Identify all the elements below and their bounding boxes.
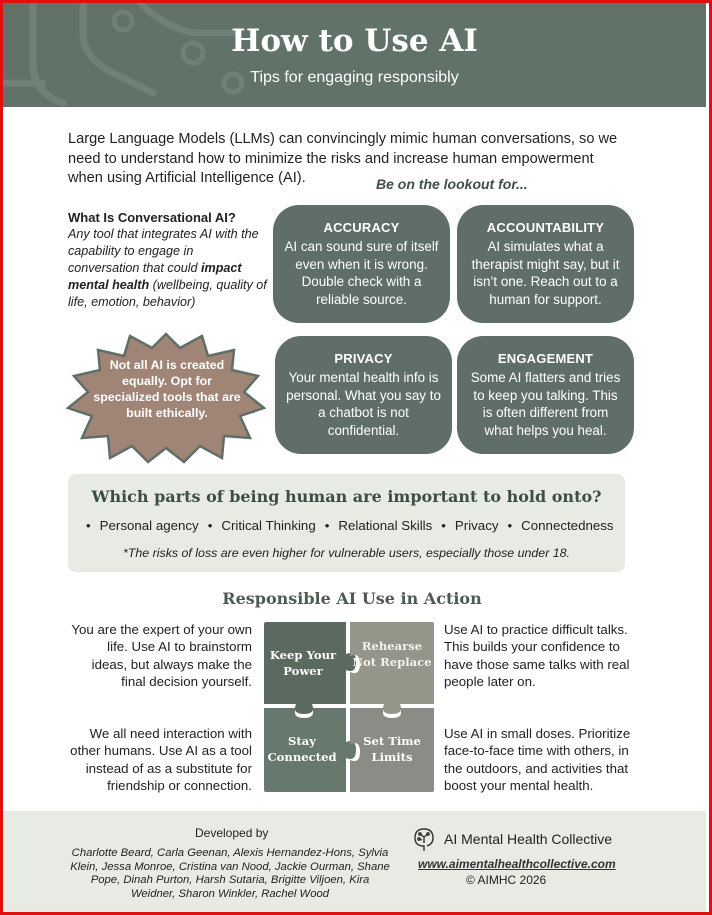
human-panel-note: *The risks of loss are even higher for vulnerable users, especially those under 18. (123, 546, 570, 560)
burst-callout-text: Not all AI is created equally. Opt for specialized tools that are built ethically. (93, 358, 241, 420)
card-body: AI simulates what a therapist might say, but it isn’t one. Reach out to a human for support. (471, 239, 620, 307)
bullet-item: Connectedness (521, 518, 614, 533)
bullet-dot: • (441, 518, 446, 533)
what-is-heading: What Is Conversational AI? (68, 210, 236, 225)
card-body: Some AI flatters and tries to keep you talking. This is often different from what helps you heal. (470, 370, 621, 438)
card-privacy (275, 336, 452, 454)
bullet-item: Personal agency (99, 518, 199, 533)
what-is-description (68, 226, 268, 311)
bullet-dot: • (324, 518, 330, 533)
bullet-dot: • (86, 518, 91, 533)
piece-label-time-limits: Set Time Limits (363, 734, 421, 764)
developed-by-label: Developed by (195, 826, 269, 840)
bullet-item: Relational Skills (338, 518, 433, 533)
bullet-item: Critical Thinking (221, 518, 316, 533)
card-body: AI can sound sure of itself even when it is wrong. Double check with a reliable source. (284, 239, 439, 307)
card-title: PRIVACY (334, 351, 393, 366)
human-bullet-list (86, 518, 623, 533)
card-accuracy (273, 205, 450, 323)
page-subtitle: Tips for engaging responsibly (250, 69, 459, 86)
intro-paragraph: Large Language Models (LLMs) can convincingly mimic human conversations, so we need to understand how to minimize the risks and increase human empowerment when using Artificial Intelligence (AI). (68, 131, 618, 186)
responsible-title: Responsible AI Use in Action (222, 589, 482, 608)
card-engagement (457, 336, 634, 454)
brain-icon (412, 826, 436, 854)
card-title: ENGAGEMENT (497, 351, 594, 366)
lookout-heading: Be on the lookout for... (376, 176, 528, 192)
what-is-desc-end: (wellbeing, quality of life, emotion, behavior) (68, 278, 267, 309)
what-is-desc-start: Any tool that integrates AI with the capability to engage in conversation that could (68, 227, 259, 275)
card-body: Your mental health info is personal. What you say to a chatbot is not confidential. (286, 370, 441, 438)
tip-time-limits: Use AI in small doses. Prioritize face-to-face time with others, in the outdoors, and activities that boost your mental health. (444, 726, 631, 794)
human-panel-title: Which parts of being human are important to hold onto? (91, 487, 602, 506)
card-title: ACCOUNTABILITY (486, 220, 605, 235)
human-panel (68, 474, 625, 572)
bullet-item: Privacy (454, 518, 499, 533)
header-banner (3, 3, 706, 107)
card-title: ACCURACY (323, 220, 400, 235)
tip-rehearse: Use AI to practice difficult talks. This builds your confidence to have those same talks with real people later on. (444, 622, 630, 690)
piece-label-rehearse: Rehearse Not Replace (352, 639, 432, 669)
page-title: How to Use AI (231, 23, 478, 59)
what-is-desc-bold: impact mental health (68, 261, 242, 292)
website-link[interactable]: www.aimentalhealthcollective.com (418, 857, 616, 871)
piece-label-stay-connected: Stay Connected (267, 734, 337, 764)
author-names: Charlotte Beard, Carla Geenan, Alexis Hernandez-Hons, Sylvia Klein, Jessa Monroe, Cristina van Nood, Jackie Ourman, Shane Pope, Dinah Purton, Harsh Sutaria, Brigitte Viljoen, Kira Weidner, Sharon Winkler, Rachel Wood (70, 847, 390, 900)
org-name: AI Mental Health Collective (444, 831, 613, 847)
copyright: © AIMHC 2026 (466, 873, 547, 887)
bullet-dot: • (207, 518, 213, 533)
tip-keep-power: You are the expert of your own life. Use AI to brainstorm ideas, but always make the final decision yourself. (71, 622, 252, 690)
tip-stay-connected: We all need interaction with other humans. Use AI as a tool instead of as a substitute for friendship or connection. (70, 726, 252, 794)
piece-label-keep-power: Keep Your Power (269, 648, 337, 678)
bullet-dot: • (507, 518, 513, 533)
what-is-section (68, 209, 268, 311)
card-accountability (457, 205, 634, 323)
